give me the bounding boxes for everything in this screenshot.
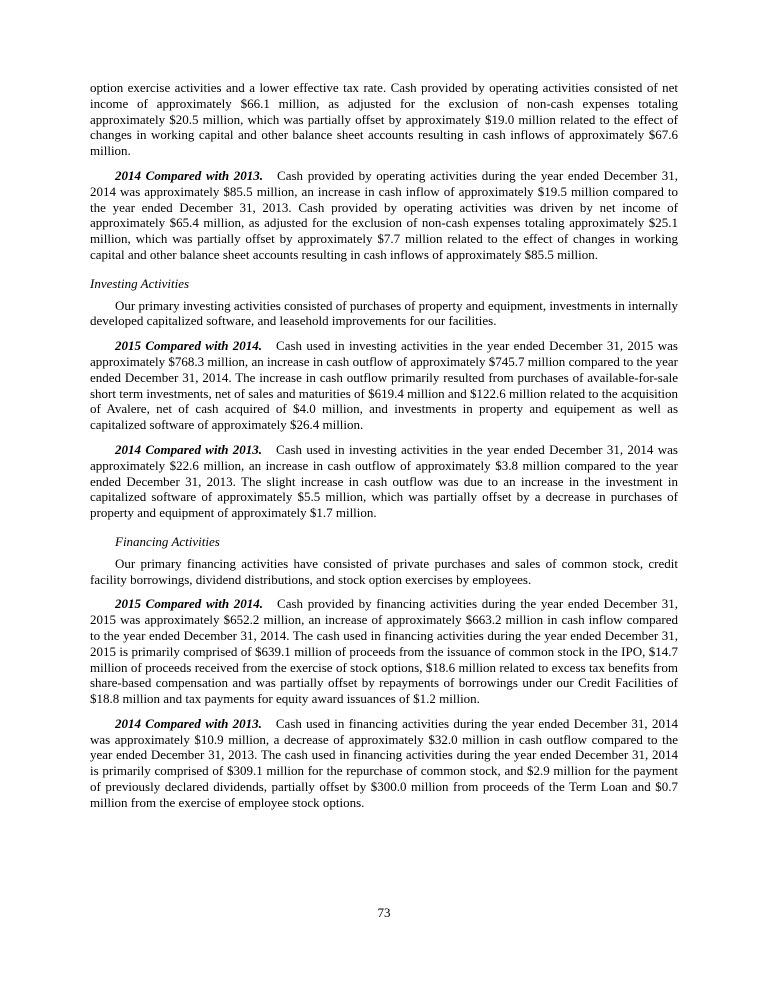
paragraph-body: Cash used in financing activities during the year ended December 31, 2014 was approximately $10.9 million, a decrease of approximately $32.0 million in cash outflow compared to the year ended December 31, 2013. The cash used in financing activities during the year ended December 31, 2014 is primarily comprised of $309.1 million for the repurchase of common stock, and $2.9 million for the payment of previously declared dividends, partially offset by $300.0 million from proceeds of the Term Loan and $0.7 million from the exercise of employee stock options. xyxy=(90,715,678,810)
paragraph-lead-2015-vs-2014: 2015 Compared with 2014. xyxy=(115,338,263,354)
paragraph-lead-2015-vs-2014: 2015 Compared with 2014. xyxy=(115,596,264,612)
paragraph-operating-continuation: option exercise activities and a lower effective tax rate. Cash provided by operating activities consisted of net income of approximately $66.1 million, as adjusted for the exclusion of non-cash expenses totaling approximately $20.5 million, which was partially offset by approximately $19.0 million related to the effect of changes in working capital and other balance sheet accounts resulting in cash inflows of approximately $67.6 million. xyxy=(90,80,678,159)
paragraph-body: Cash used in investing activities in the year ended December 31, 2014 was approximately $22.6 million, an increase in cash outflow of approximately $3.8 million compared to the year ended December 31, 2013. The slight increase in cash outflow was due to an increase in the investment in capitalized software of approximately $5.5 million, which was partially offset by a decrease in purchases of property and equipment of approximately $1.7 million. xyxy=(90,441,678,521)
section-heading-financing-activities: Financing Activities xyxy=(115,533,220,549)
paragraph-lead-2014-vs-2013: 2014 Compared with 2013. xyxy=(115,441,263,457)
paragraph-operating-2014-vs-2013 xyxy=(90,168,678,263)
paragraph-body: Cash provided by operating activities during the year ended December 31, 2014 was approximately $85.5 million, an increase in cash inflow of approximately $19.5 million compared to the year ended December 31, 2013. Cash provided by operating activities was driven by net income of approximately $65.4 million, as adjusted for the exclusion of non-cash expenses totaling approximately $25.1 million, which was partially offset by approximately $7.7 million related to the effect of changes in working capital and other balance sheet accounts resulting in cash inflows of approximately $85.5 million. xyxy=(90,167,678,262)
paragraph-financing-2014-vs-2013 xyxy=(90,716,678,811)
page-number: 73 xyxy=(377,905,391,920)
paragraph-investing-intro: Our primary investing activities consisted of purchases of property and equipment, investments in internally developed capitalized software, and leasehold improvements for our facilities. xyxy=(90,297,678,329)
paragraph-lead-2014-vs-2013: 2014 Compared with 2013. xyxy=(115,167,264,183)
paragraph-financing-intro: Our primary financing activities have consisted of private purchases and sales of common stock, credit facility borrowings, dividend distributions, and stock option exercises by employees. xyxy=(90,555,678,587)
paragraph-body: Cash provided by financing activities during the year ended December 31, 2015 was approximately $652.2 million, an increase of approximately $663.2 million in cash inflow compared to the year ended December 31, 2014. The cash used in financing activities during the year ended December 31, 2015 is primarily comprised of $639.1 million of proceeds from the issuance of common stock in the IPO, $14.7 million of proceeds received from the exercise of stock options, $18.6 million related to excess tax benefits from share-based compensation and was partially offset by repayments of borrowings under our Credit Facilities of $18.8 million and tax payments for equity award issuances of $1.2 million. xyxy=(90,596,678,707)
paragraph-investing-2015-vs-2014 xyxy=(90,338,678,433)
document-page xyxy=(90,80,678,820)
paragraph-investing-2014-vs-2013 xyxy=(90,442,678,521)
paragraph-lead-2014-vs-2013: 2014 Compared with 2013. xyxy=(115,715,262,731)
paragraph-body: Cash used in investing activities in the year ended December 31, 2015 was approximately $768.3 million, an increase in cash outflow of approximately $745.7 million compared to the year ended December 31, 2014. The increase in cash outflow primarily resulted from purchases of available-for-sale short term investments, net of sales and maturities of $619.4 million and $122.6 million related to the acquisition of Avalere, net of cash acquired of $4.0 million, and investments in property and equipement as well as capitalized software of approximately $26.4 million. xyxy=(90,338,678,433)
section-heading-investing-activities: Investing Activities xyxy=(90,275,190,291)
paragraph-financing-2015-vs-2014 xyxy=(90,596,678,707)
